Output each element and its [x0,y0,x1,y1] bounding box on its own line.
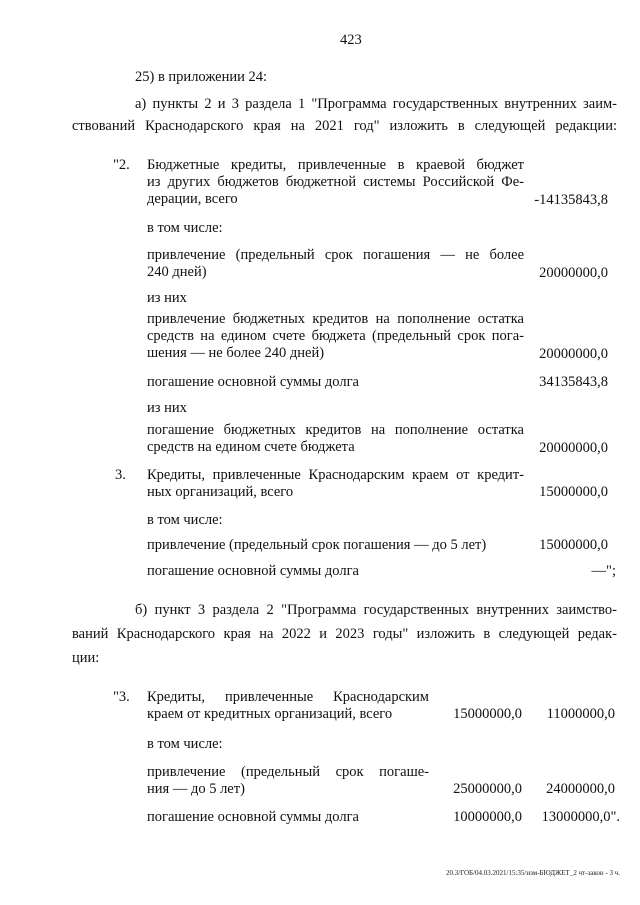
pogashenie-value-2023: 13000000,0". [541,809,620,825]
item-3-value-2023: 11000000,0 [546,706,615,722]
iz-nikh-label: из них [147,290,187,306]
privlechenie-line2: 240 дней) [147,264,207,280]
intro-line: 25) в приложении 24: [135,69,268,85]
v-tom-chisle-label: в том числе: [147,736,223,752]
para-a-line1: а) пункты 2 и 3 раздела 1 "Программа государственных внутренних заим- [135,96,617,112]
pogashenie-value: 34135843,8 [539,374,608,390]
popolnenie-line2: средств на едином счете бюджета (предельный срок пога- [147,328,524,344]
privlechenie-value: 20000000,0 [539,265,608,281]
pogashenie-3-value: —"; [591,563,616,579]
popolnenie-line1: привлечение бюджетных кредитов на пополнение остатка [147,311,524,327]
v-tom-chisle-label: в том числе: [147,220,223,236]
item-2-text-line3: дерации, всего [147,191,238,207]
item-3-text-line1: Кредиты, привлеченные Краснодарским краем от кредит- [147,467,524,483]
privlechenie-value-2023: 24000000,0 [546,781,615,797]
privlechenie-5-let-label: привлечение (предельный срок погашения — до 5 лет) [147,537,487,553]
item-3-value-2022: 15000000,0 [453,706,522,722]
pogashenie-value-2022: 10000000,0 [453,809,522,825]
v-tom-chisle-label: в том числе: [147,512,223,528]
item-2-text-line1: Бюджетные кредиты, привлеченные в краевой бюджет [147,157,524,173]
pogashenie-popolnenie-line2: средств на едином счете бюджета [147,439,355,455]
pogashenie-popolnenie-value: 20000000,0 [539,440,608,456]
para-b-line3: ции: [72,650,100,666]
item-3-text-line1: Кредиты, привлеченные Краснодарским [147,689,429,705]
footer-stamp: 20.3/ГОБ/04.03.2021/15:35/изм-БЮДЖЕТ_2 чт-закон - 3 ч. [445,869,620,877]
item-3-text-line2: ных организаций, всего [147,484,294,500]
para-a-line2: ствований Краснодарского края на 2021 год" изложить в следующей редакции: [72,118,617,134]
popolnenie-line3: шения — не более 240 дней) [147,345,325,361]
para-b-line2: ваний Краснодарского края на 2022 и 2023 годы" изложить в следующей редак- [72,626,617,642]
item-3-number: 3. [115,467,126,483]
page-number: 423 [340,32,362,48]
pogashenie-label: погашение основной суммы долга [147,809,359,825]
pogashenie-popolnenie-line1: погашение бюджетных кредитов на пополнение остатка [147,422,524,438]
privlechenie-5-let-value: 15000000,0 [539,537,608,553]
para-b-line1: б) пункт 3 раздела 2 "Программа государственных внутренних заимство- [135,602,617,618]
pogashenie-3-label: погашение основной суммы долга [147,563,359,579]
item-2-number: "2. [113,157,130,173]
item-3-number: "3. [113,689,130,705]
privlechenie-line2: ния — до 5 лет) [147,781,245,797]
privlechenie-line1: привлечение (предельный срок погаше- [147,764,429,780]
privlechenie-line1: привлечение (предельный срок погашения — не более [147,247,524,263]
item-2-value: -14135843,8 [534,192,608,208]
item-3-value: 15000000,0 [539,484,608,500]
iz-nikh-label: из них [147,400,187,416]
item-3-text-line2: краем от кредитных организаций, всего [147,706,393,722]
privlechenie-value-2022: 25000000,0 [453,781,522,797]
item-2-text-line2: из других бюджетов бюджетной системы Российской Фе- [147,174,524,190]
popolnenie-value: 20000000,0 [539,346,608,362]
pogashenie-label: погашение основной суммы долга [147,374,359,390]
